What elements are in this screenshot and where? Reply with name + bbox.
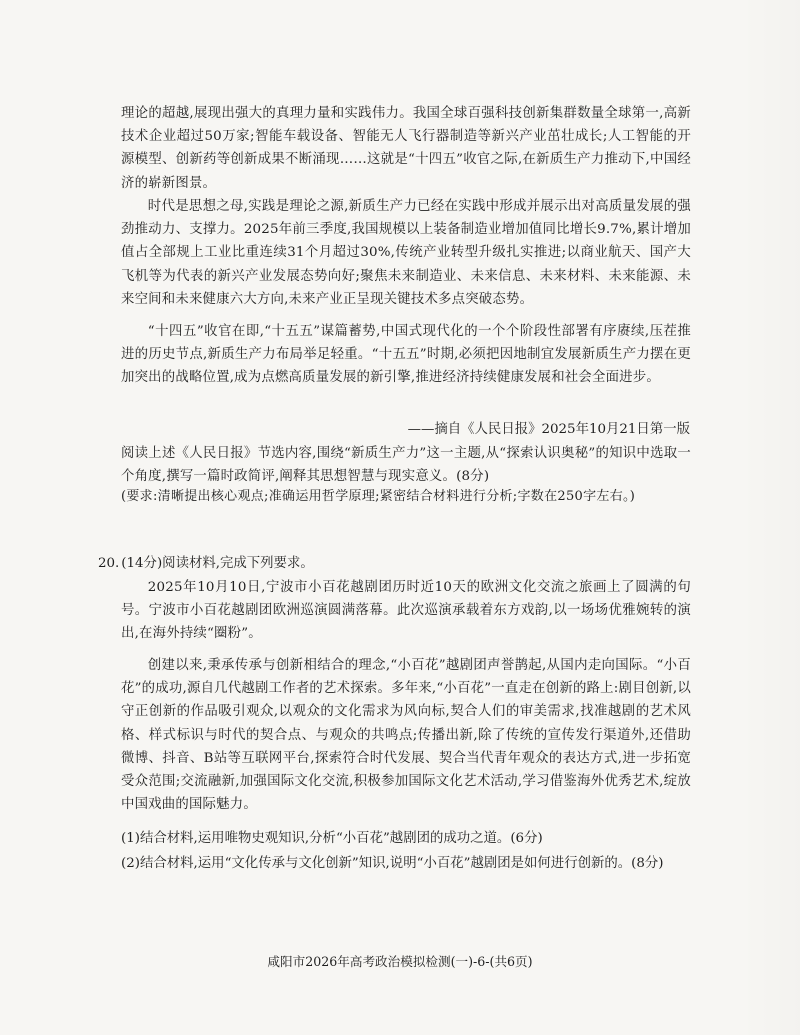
sub-question-2: (2)结合材料,运用“文化传承与文化创新”知识,说明“小百花”越剧团是如何进行创新的。(8分): [121, 856, 664, 871]
question-number: 20.: [98, 556, 120, 571]
question-20-paragraph-2: 创建以来,秉承传承与创新相结合的理念,“小百花”越剧团声誉鹊起,从国内走向国际。“小百花”的成功,源自几代越剧工作者的艺术探索。多年来,“小百花”一直走在创新的路上:剧目创新,以守正创新的作品吸引观众,以观众的文化需求为风向标,契合人们的审美需求,找准越剧的艺术风格、样式标识与时代的契合点、与观众的共鸣点;传播出新,除了传统的宣传发行渠道外,还借助微博、抖音、B站等互联网平台,探索符合时代发展、契合当代青年观众的表达方式,进一步拓宽受众范围;交流融新,加强国际文化交流,积极参加国际文化艺术活动,学习借鉴海外优秀艺术,绽放中国戏曲的国际魅力。: [121, 658, 691, 813]
task-instruction: 阅读上述《人民日报》节选内容,围绕“新质生产力”这一主题,从“探索认识奥秘”的知识中选取一个角度,撰写一篇时政简评,阐释其思想智慧与现实意义。(8分): [121, 446, 691, 485]
question-20-paragraph-1: 2025年10月10日,宁波市小百花越剧团历时近10天的欧洲文化交流之旅画上了圆满的句号。宁波市小百花越剧团欧洲巡演圆满落幕。此次巡演承载着东方戏韵,以一场场优雅婉转的演出,在海外持续“圈粉”。: [121, 580, 691, 642]
material-paragraph-1: 理论的超越,展现出强大的真理力量和实践伟力。我国全球百强科技创新集群数量全球第一,高新技术企业超过50万家;智能车载设备、智能无人飞行器制造等新兴产业茁壮成长;人工智能的开源模型、创新药等创新成果不断涌现……这就是“十四五”收官之际,在新质生产力推动下,中国经济的崭新图景。: [121, 106, 691, 191]
scan-edge-shadow: [740, 0, 800, 1035]
source-citation: ——摘自《人民日报》2025年10月21日第一版: [407, 422, 690, 437]
material-paragraph-3: “十四五”收官在即,“十五五”谋篇蓄势,中国式现代化的一个个阶段性部署有序赓续,压茬推进的历史节点,新质生产力布局举足轻重。“十五五”时期,必须把因地制宜发展新质生产力摆在更加突出的战略位置,成为点燃高质量发展的新引擎,推进经济持续健康发展和社会全面进步。: [121, 324, 691, 386]
question-20-header: [98, 552, 314, 575]
sub-question-1: (1)结合材料,运用唯物史观知识,分析“小百花”越剧团的成功之道。(6分): [121, 831, 543, 846]
answer-requirement: (要求:清晰提出核心观点;准确运用哲学原理;紧密结合材料进行分析;字数在250字左右。): [121, 489, 636, 504]
question-instruction: (14分)阅读材料,完成下列要求。: [121, 556, 314, 571]
page-footer: 咸阳市2026年高考政治模拟检测(一)-6-(共6页): [267, 954, 533, 969]
material-paragraph-2: 时代是思想之母,实践是理论之源,新质生产力已经在实践中形成并展示出对高质量发展的强劲推动力、支撑力。2025年前三季度,我国规模以上装备制造业增加值同比增长9.7%,累计增加值占全部规上工业比重连续31个月超过30%,传统产业转型升级扎实推进;以商业航天、国产大飞机等为代表的新兴产业发展态势向好;聚焦未来制造业、未来信息、未来材料、未来能源、未来空间和未来健康六大方向,未来产业正呈现关键技术多点突破态势。: [121, 199, 691, 307]
